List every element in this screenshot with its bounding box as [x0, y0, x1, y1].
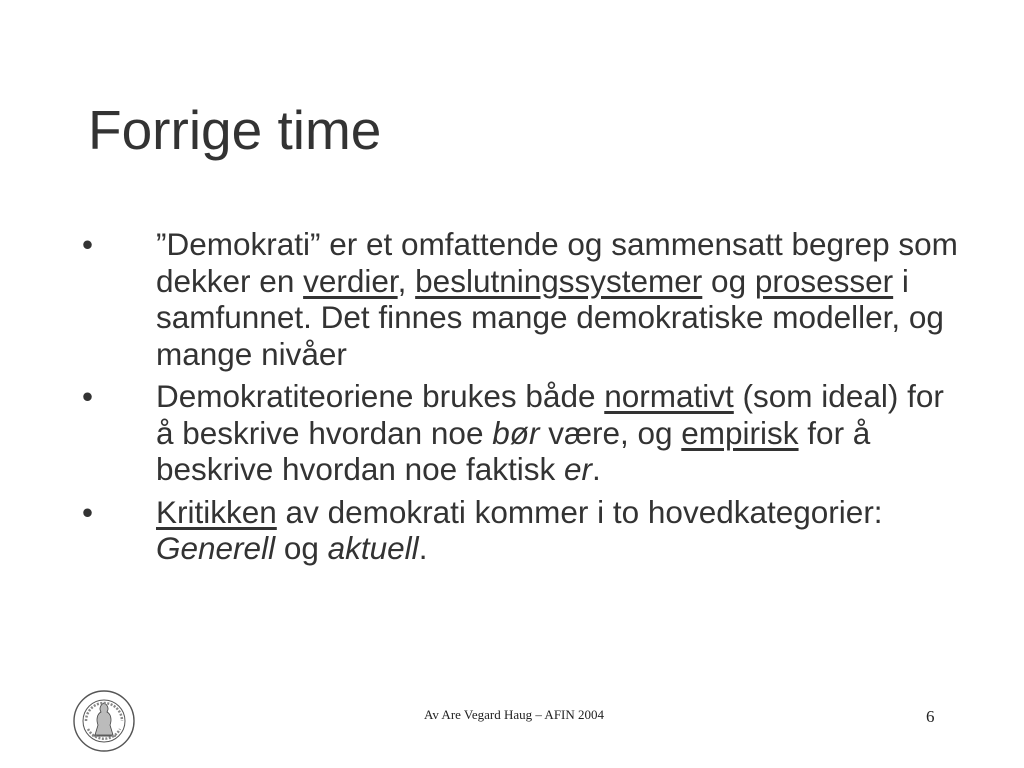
text-run: være, og	[539, 414, 682, 451]
text-run: for å beskrive hvordan noe faktisk	[156, 414, 871, 487]
bullet-item	[82, 378, 962, 488]
text-run-underlined: Kritikken	[156, 493, 277, 530]
bullet-mark: •	[82, 378, 94, 414]
text-run-italic: bør	[492, 414, 540, 451]
text-run: Demokratiteoriene brukes både	[156, 378, 605, 414]
page-number: 6	[926, 707, 935, 726]
text-run: og	[275, 530, 328, 566]
text-run: ,	[397, 262, 416, 299]
bullet-mark: •	[82, 226, 94, 262]
text-run-underlined: verdier	[303, 262, 398, 299]
bullet-text	[156, 226, 958, 372]
text-run-italic: Generell	[156, 530, 276, 566]
text-run-underlined: prosesser	[754, 262, 894, 299]
bullet-text	[156, 378, 944, 487]
text-run: i samfunnet. Det finnes mange demokratiske modeller, og mange nivåer	[156, 262, 944, 372]
text-run-underlined: empirisk	[681, 414, 799, 451]
bullet-item	[82, 494, 962, 567]
footer-credit: Av Are Vegard Haug – AFIN 2004	[423, 707, 605, 722]
text-run: .	[591, 451, 601, 487]
text-run-italic: er	[563, 451, 592, 487]
text-run-underlined: normativt	[604, 378, 734, 414]
bullet-item	[82, 226, 962, 372]
text-run: .	[418, 530, 428, 566]
text-run-italic: aktuell	[327, 530, 419, 566]
bullet-mark: •	[82, 493, 94, 530]
bullet-text	[156, 494, 883, 567]
text-run-underlined: beslutningssystemer	[415, 262, 703, 299]
bullet-list	[82, 226, 962, 573]
slide-title: Forrige time	[88, 99, 382, 161]
text-run: (som ideal) for å beskrive hvordan noe	[156, 378, 944, 451]
text-run: og	[702, 262, 755, 299]
text-run: av demokrati kommer i to hovedkategorier:	[276, 493, 883, 530]
text-run: ”Demokrati” er et omfattende og sammensatt begrep som dekker en	[156, 226, 958, 299]
